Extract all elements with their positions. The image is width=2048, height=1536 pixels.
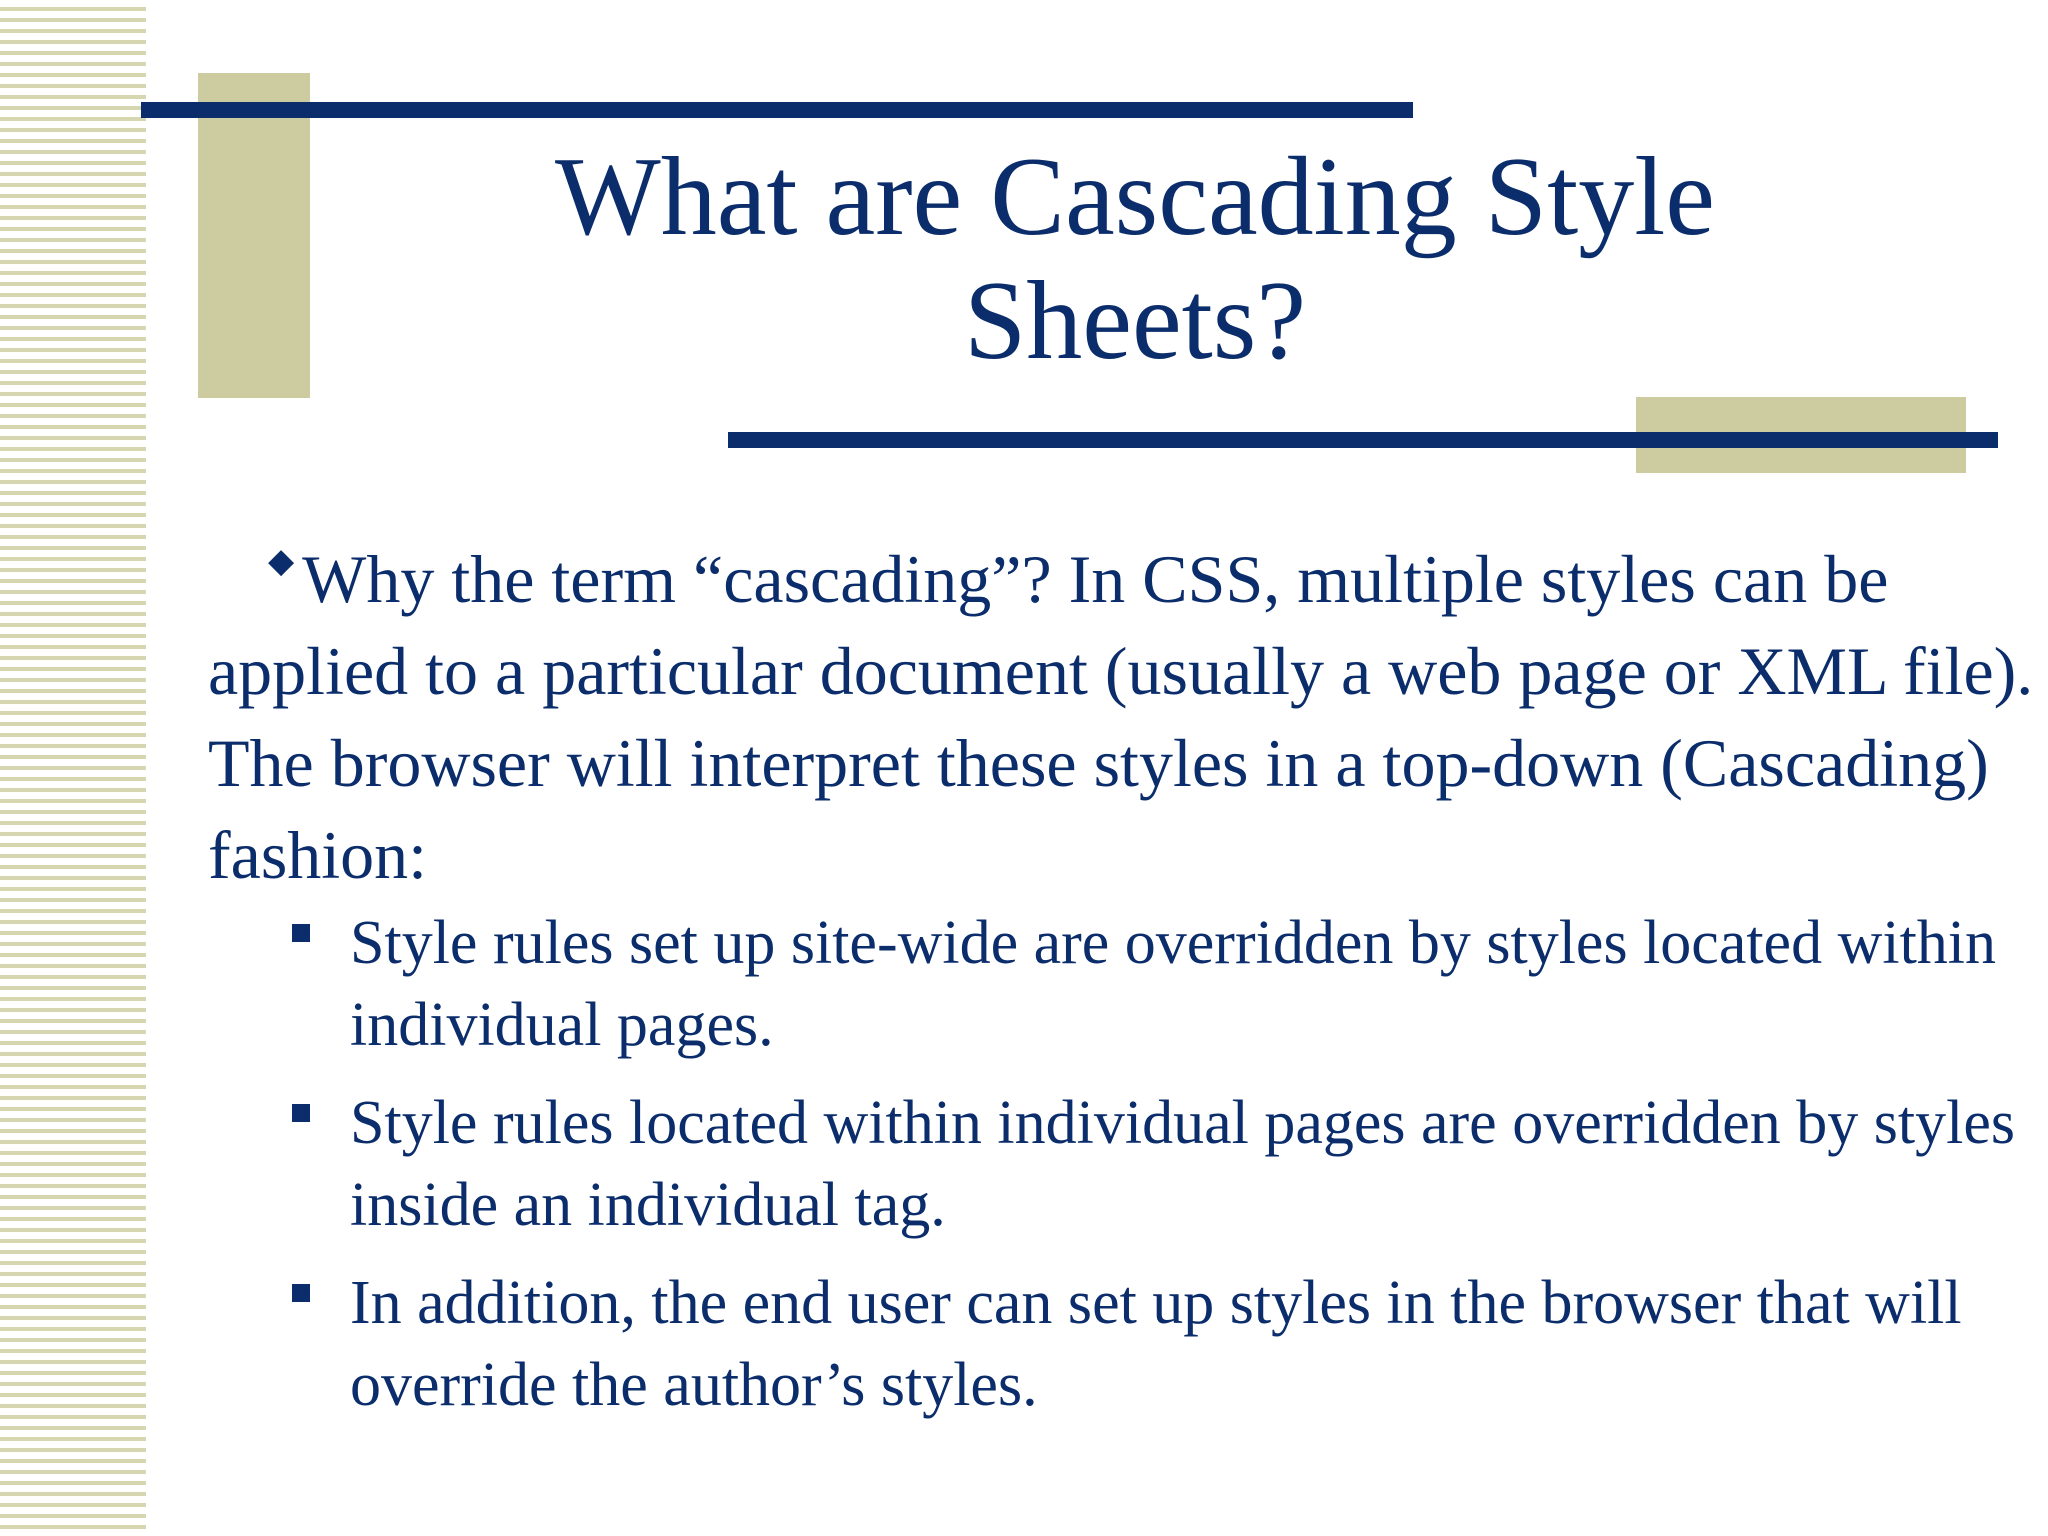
square-bullet-icon [292,1284,310,1302]
sub-bullet-list [290,902,2030,1442]
slide-title-line-2: Sheets? [963,259,1307,383]
main-bullet-text: Why the term “cascading”? In CSS, multiple styles can be applied to a particular document (usually a web page or XML file). The browser will interpret these styles in a top-down (Cascading) fashion: [208,541,2034,893]
square-bullet-icon [292,1104,310,1122]
striped-margin-decoration [0,0,146,1536]
slide-title-line-1: What are Cascading Style [554,135,1716,259]
title-rule-top [141,102,1413,118]
sub-bullet-text: Style rules set up site-wide are overridden by styles located within individual pages. [350,909,1997,1059]
main-bullet [208,516,2048,901]
diamond-bullet-icon: ◆ [268,543,295,580]
sub-bullet-text: Style rules located within individual pages are overridden by styles inside an individual tag. [350,1089,2015,1239]
title-accent-block-left [198,73,310,398]
sub-bullet-item [290,1262,2030,1426]
sub-bullet-item [290,1082,2030,1246]
slide-title [330,135,1940,383]
square-bullet-icon [292,924,310,942]
sub-bullet-text: In addition, the end user can set up styles in the browser that will override the author’s styles. [350,1269,1962,1419]
title-rule-bottom [728,432,1998,448]
sub-bullet-item [290,902,2030,1066]
